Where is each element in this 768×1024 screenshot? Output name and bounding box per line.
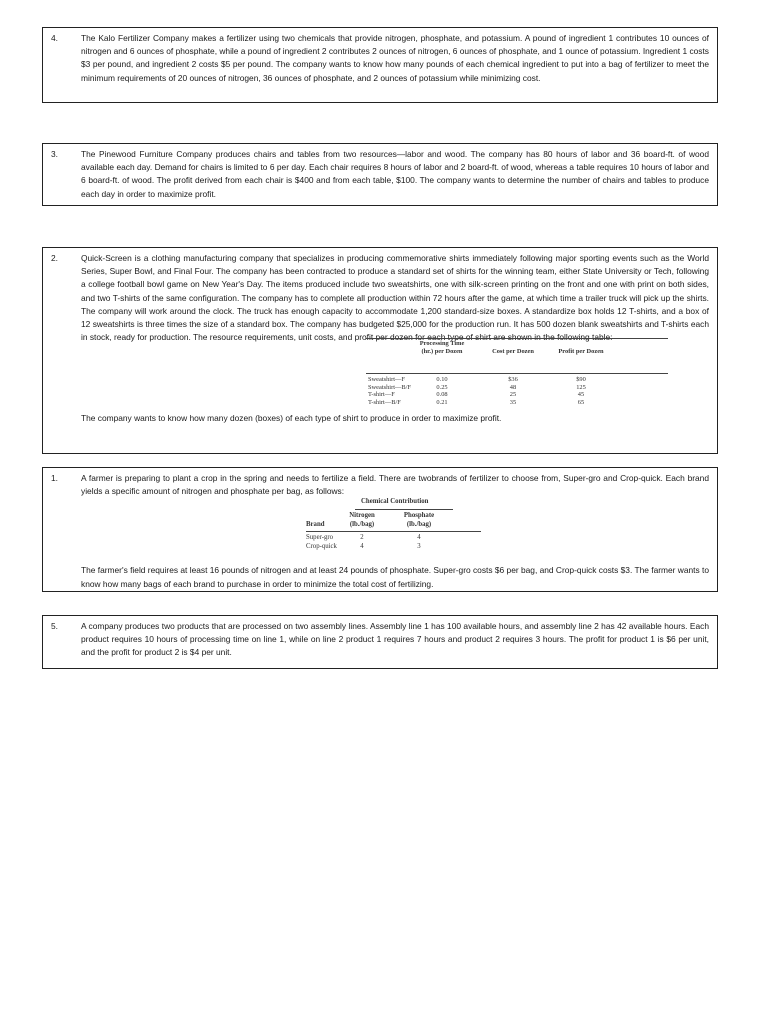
table-cell-time: 0.08	[436, 391, 448, 399]
table-row-label: Super-gro	[306, 534, 334, 542]
fertilizer-table	[81, 498, 709, 560]
problem-text: The Kalo Fertilizer Company makes a fertilizer using two chemicals that provide nitrogen, phosphate, and potassium. A pound of ingredient 1 contributes 10 ounces of nitrogen and 6 ounces of phosphate, while a pound of ingredient 2 contributes 2 ounces of nitrogen, 6 ounces of phosphate, and 1 ounce of potassium. Ingredient 1 costs $3 per pound, and ingredient 2 costs $5 per pound. The company wants to know how many pounds of each chemical ingredient to put into a bag of fertilizer to meet the minimum requirements of 20 ounces of nitrogen, 36 ounces of phosphate, and 2 ounces of potassium while minimizing cost.	[81, 33, 709, 83]
problem-number: 2.	[51, 253, 58, 263]
table-header-cost: Cost per Dozen	[492, 348, 534, 356]
table-cell-phosphate: 4	[417, 534, 421, 542]
table-header-time: Processing Time (hr.) per Dozen	[419, 340, 465, 356]
problem-text: A farmer is preparing to plant a crop in the spring and needs to fertilize a field. There are twobrands of fertilizer to choose from, Super-gro and Crop-quick. Each brand yields a specific amount of nitrogen and phosphate per bag, as follows:	[81, 473, 709, 497]
table-header-nitrogen: Nitrogen (lb./bag)	[349, 512, 375, 528]
table-cell-profit: $90	[576, 376, 586, 384]
problem-text: The Pinewood Furniture Company produces chairs and tables from two resources—labor and wood. The company has 80 hours of labor and 36 board-ft. of wood available each day. Demand for chairs is limited to 6 per day. Each chair requires 8 hours of labor and 2 board-ft. of wood, whereas a table requires 10 hours of labor and 6 board-ft. of wood. The profit derived from each chair is $400 and from each table, $100. The company wants to determine the number of chairs and tables to produce each day in order to maximize profit.	[81, 149, 709, 199]
problem-number: 4.	[51, 33, 58, 43]
problem-number: 3.	[51, 149, 58, 159]
table-cell-profit: 45	[577, 391, 585, 399]
table-title: Chemical Contribution	[361, 498, 429, 506]
problem-closing: The company wants to know how many dozen (boxes) of each type of shirt to produce in order to maximize profit.	[81, 413, 502, 424]
table-cell-profit: 125	[576, 383, 586, 391]
table-row-label: T-shirt—F	[368, 391, 395, 399]
table-cell-nitrogen: 2	[360, 534, 364, 542]
table-header-profit: Profit per Dozen	[558, 348, 604, 356]
table-rule	[366, 338, 668, 339]
table-cell-cost: 25	[509, 391, 517, 399]
table-cell-profit: 65	[577, 398, 585, 406]
problem-3-box	[42, 143, 718, 206]
table-cell-cost: 35	[509, 398, 517, 406]
problem-1-box	[42, 467, 718, 592]
problem-5-box	[42, 615, 718, 669]
table-cell-time: 0.21	[436, 398, 448, 406]
table-row-label: T-shirt—B/F	[368, 398, 401, 406]
table-cell-cost: $36	[508, 376, 518, 384]
table-rule	[366, 373, 668, 374]
problem-text: Quick-Screen is a clothing manufacturing company that specializes in producing commemorative shirts immediately following major sporting events such as the World Series, Super Bowl, and Final Four. The company has been contracted to produce a standard set of shirts for the winning team, either State University or Tech, following a college football bowl game on New Year's Day. The items produced include two sweatshirts, one with silk-screen printing on the front and one with print on both sides, and two T-shirts of the same configuration. The company has to complete all production within 72 hours after the game, at which time a trailer truck will pick up the shirts. The company will work around the clock. The truck has enough capacity to accommodate 1,200 standard-size boxes. A standardize box holds 12 T-shirts, and a box of 12 sweatshirts is three times the size of a standard box. The company has budgeted $25,000 for the production run. It has 500 dozen blank sweatshirts and T-shirts each in stock, ready for production. The resource requirements, unit costs, and profit per dozen for each type of shirt are shown in the following table:	[81, 253, 709, 343]
table-row-label: Sweatshirt—B/F	[368, 383, 411, 391]
table-cell-nitrogen: 4	[360, 542, 364, 550]
table-cell-phosphate: 3	[417, 542, 421, 550]
table-header-brand: Brand	[306, 521, 325, 529]
table-cell-cost: 48	[509, 383, 517, 391]
table-cell-time: 0.10	[436, 376, 448, 384]
table-rule	[355, 509, 453, 510]
table-row-label: Crop-quick	[306, 542, 337, 550]
problem-text: A company produces two products that are processed on two assembly lines. Assembly line 1 has 100 available hours, and assembly line 2 has 42 available hours. Each product requires 10 hours of processing time on line 1, while on line 2 product 1 requires 7 hours and product 2 requires 3 hours. The profit for product 1 is $6 per unit, and the profit for product 2 is $4 per unit.	[81, 621, 709, 658]
problem-number: 1.	[51, 473, 58, 483]
problem-closing: The farmer's field requires at least 16 pounds of nitrogen and at least 24 pounds of phosphate. Super-gro costs $6 per bag, and Crop-quick costs $3. The farmer wants to know how many bags of each brand to purchase in order to minimize the total cost of fertilizing.	[81, 565, 709, 589]
table-rule	[306, 531, 481, 532]
problem-2-box	[42, 247, 718, 454]
shirt-resource-table	[81, 338, 709, 410]
table-row-label: Sweatshirt—F	[368, 376, 405, 384]
problem-number: 5.	[51, 621, 58, 631]
problem-4-box	[42, 27, 718, 103]
table-header-phosphate: Phosphate (lb./bag)	[403, 512, 435, 528]
table-cell-time: 0.25	[436, 383, 448, 391]
